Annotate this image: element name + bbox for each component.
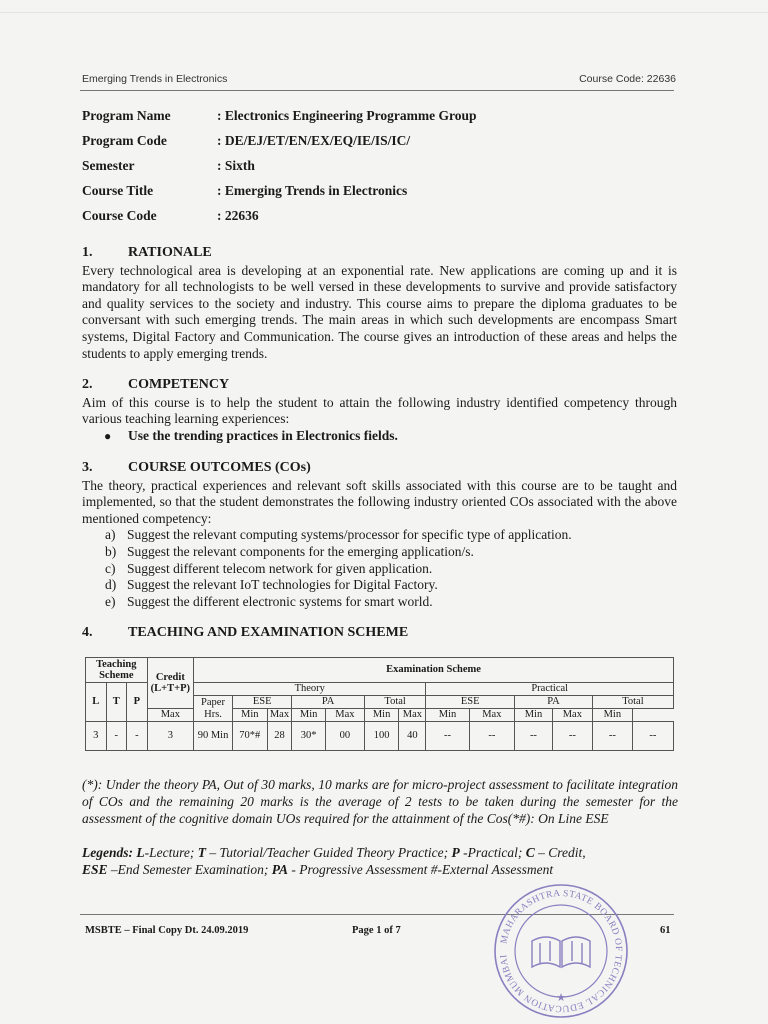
meta-row — [82, 178, 476, 203]
p-header: P — [127, 683, 148, 722]
legend-text: – Tutorial/Teacher Guided Theory Practice; — [209, 845, 449, 860]
list-marker: b) — [105, 543, 117, 559]
pr-pa-header: PA — [515, 696, 593, 709]
teaching-scheme-header: Teaching Scheme — [86, 658, 148, 683]
table-cell: 3 — [86, 722, 107, 751]
section-rationale — [82, 245, 677, 362]
exam-scheme-header: Examination Scheme — [194, 658, 674, 683]
table-cell: 3 — [147, 722, 193, 751]
max-header: Max — [399, 709, 426, 722]
meta-key: Semester — [82, 157, 135, 173]
min-header: Min — [515, 709, 553, 722]
section-title: COURSE OUTCOMES (COs) — [128, 460, 311, 475]
table-cell: 90 Min — [194, 722, 233, 751]
running-header — [82, 73, 676, 85]
list-marker: e) — [105, 593, 116, 609]
table-row — [86, 658, 674, 683]
table-cell: - — [127, 722, 148, 751]
list-marker: c) — [105, 560, 116, 576]
min-header: Min — [364, 709, 399, 722]
pr-ese-header: ESE — [426, 696, 515, 709]
list-item — [105, 594, 677, 611]
legend-label: Legends: — [82, 845, 133, 860]
section-competency — [82, 377, 677, 444]
min-header: Min — [292, 709, 326, 722]
section-number: 3. — [82, 460, 93, 475]
max-header: Max — [325, 709, 364, 722]
legend-key: L — [136, 845, 145, 860]
max-header: Max — [147, 709, 193, 722]
theory-header: Theory — [194, 683, 426, 696]
meta-row — [82, 154, 476, 179]
th-pa-header: PA — [292, 696, 364, 709]
meta-row — [82, 203, 476, 228]
table-cell: -- — [632, 722, 673, 751]
legend-text: - Progressive Assessment #-External Assessment — [291, 862, 554, 878]
svg-text:★: ★ — [556, 992, 566, 1004]
footer-sheet-number: 61 — [660, 925, 671, 936]
legend-text: -Lecture; — [144, 845, 195, 860]
section-number: 4. — [82, 625, 93, 640]
meta-key: Program Name — [82, 108, 171, 124]
legend — [82, 844, 678, 878]
list-text: Suggest the relevant components for the emerging application/s. — [127, 543, 474, 559]
section-title: RATIONALE — [128, 245, 212, 260]
meta-row — [82, 129, 476, 154]
legend-text: – Credit, — [538, 845, 586, 860]
legend-key: PA — [271, 862, 288, 878]
list-item — [105, 544, 677, 561]
practical-header: Practical — [426, 683, 674, 696]
header-rule — [80, 90, 674, 91]
section-heading — [82, 625, 677, 642]
legend-key: P — [451, 845, 460, 860]
legend-key: ESE — [82, 862, 108, 878]
table-row — [86, 722, 674, 751]
meta-key: Program Code — [82, 133, 167, 149]
section-heading — [82, 245, 677, 262]
min-header: Min — [232, 709, 267, 722]
t-header: T — [106, 683, 127, 722]
scan-edge-line — [0, 12, 768, 13]
th-total-header: Total — [364, 696, 426, 709]
list-text: Suggest different telecom network for given application. — [127, 560, 433, 576]
footer-copy-date: MSBTE – Final Copy Dt. 24.09.2019 — [85, 925, 249, 936]
legend-text: –End Semester Examination; — [110, 862, 269, 878]
outcomes-text: The theory, practical experiences and relevant soft skills associated with this course are to be taught and implemented, so that the student demonstrates the following industry oriented COs associated with the above mentioned competency: — [82, 477, 677, 526]
max-header: Max — [267, 709, 292, 722]
table-row — [86, 709, 674, 722]
scheme-note: (*): Under the theory PA, Out of 30 marks, 10 marks are for micro-project assessment to facilitate integration of COs and the remaining 20 marks is the average of 2 tests to be taken during the semester for the assessment of the cognitive domain UOs required for the attainment of the Cos(*#): On Line ESE — [82, 777, 678, 827]
meta-value: : 22636 — [217, 207, 259, 223]
legend-key: T — [197, 845, 206, 860]
meta-value: : Electronics Engineering Programme Group — [217, 108, 477, 124]
min-header: Min — [592, 709, 632, 722]
rationale-text: Every technological area is developing at an exponential rate. New applications are coming up and it is mandatory for all technologists to be well versed in these developments to survive and provide satisfactory and quality services to the society and industry. This course aims to prepare the diploma graduates to be conversant with such emerging trends. The main areas in which such developments are encompass Smart systems, Digital Factory and Communication. The course gives an introduction of these areas and helps the students to apply emerging trends. — [82, 262, 677, 361]
meta-key: Course Title — [82, 182, 154, 198]
meta-key: Course Code — [82, 207, 157, 223]
l-header: L — [86, 683, 107, 722]
section-scheme — [82, 625, 677, 643]
legend-key: C — [525, 845, 535, 860]
board-seal-icon — [488, 883, 634, 1019]
header-course-code: Course Code: 22636 — [579, 73, 676, 85]
list-marker: a) — [105, 527, 116, 543]
outcomes-list — [105, 527, 677, 610]
list-item — [105, 527, 677, 544]
table-cell: 70*# — [232, 722, 267, 751]
footer-page-number: Page 1 of 7 — [352, 925, 401, 936]
bullet-text: Use the trending practices in Electronics fields. — [128, 427, 398, 443]
table-cell: 30* — [292, 722, 326, 751]
table-cell: -- — [426, 722, 469, 751]
meta-value: : Emerging Trends in Electronics — [217, 182, 408, 198]
section-course-outcomes — [82, 460, 677, 610]
th-ese-header: ESE — [232, 696, 291, 709]
pr-total-header: Total — [592, 696, 673, 709]
list-item — [105, 577, 677, 594]
max-header: Max — [469, 709, 514, 722]
competency-text: Aim of this course is to help the student to attain the following industry identified competency through various teaching learning experiences: — [82, 394, 677, 427]
header-course-title: Emerging Trends in Electronics — [82, 73, 228, 85]
table-cell: -- — [552, 722, 592, 751]
scheme-table — [85, 657, 674, 751]
table-cell: 00 — [325, 722, 364, 751]
table-cell: - — [106, 722, 127, 751]
list-text: Suggest the relevant IoT technologies for Digital Factory. — [127, 577, 438, 593]
section-heading — [82, 460, 677, 477]
meta-row — [82, 104, 476, 129]
section-number: 1. — [82, 245, 93, 260]
section-heading — [82, 377, 677, 394]
max-header: Max — [552, 709, 592, 722]
table-cell: -- — [469, 722, 514, 751]
course-meta — [82, 104, 476, 228]
min-header: Min — [426, 709, 469, 722]
list-text: Suggest the relevant computing systems/processor for specific type of application. — [127, 527, 572, 543]
table-cell: -- — [515, 722, 553, 751]
legend-text: -Practical; — [463, 845, 523, 860]
table-cell: 100 — [364, 722, 399, 751]
table-cell: 28 — [267, 722, 292, 751]
list-marker: d) — [105, 577, 117, 593]
meta-value: : DE/EJ/ET/EN/EX/EQ/IE/IS/IC/ — [217, 133, 411, 149]
meta-value: : Sixth — [217, 157, 255, 173]
svg-text:MAHARASHTRA STATE BOARD OF TEC: MAHARASHTRA STATE BOARD OF TECHNICAL EDUCATION MUMBAI — [499, 888, 624, 1014]
bullet-dot-icon: ● — [104, 428, 112, 443]
table-cell: -- — [592, 722, 632, 751]
section-title: COMPETENCY — [128, 377, 230, 392]
list-text: Suggest the different electronic systems for smart world. — [127, 593, 433, 609]
section-number: 2. — [82, 377, 93, 392]
list-item — [105, 561, 677, 578]
credit-header: Credit (L+T+P) — [147, 658, 193, 709]
competency-bullet — [104, 428, 677, 445]
table-cell: 40 — [399, 722, 426, 751]
section-title: TEACHING AND EXAMINATION SCHEME — [128, 625, 409, 640]
paper-hrs-header: Paper Hrs. — [194, 696, 233, 722]
